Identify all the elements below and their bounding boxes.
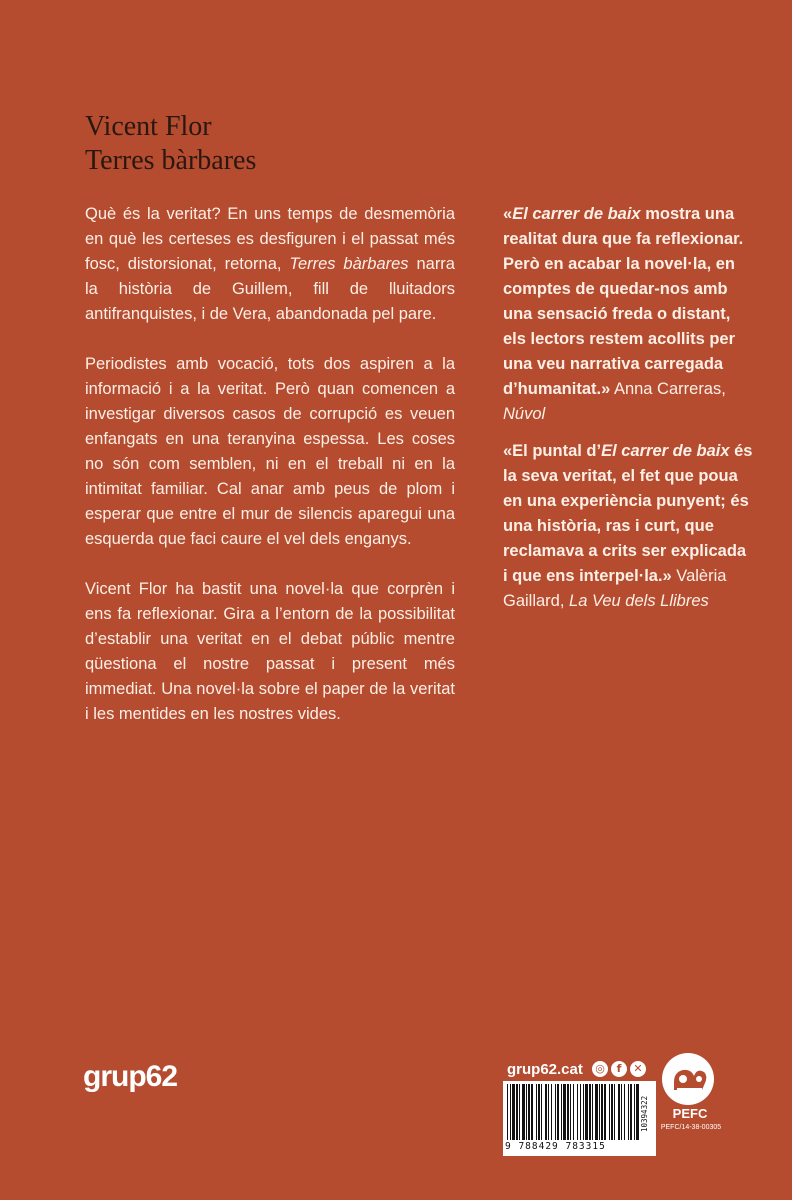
barcode-bar (604, 1084, 606, 1140)
barcode-bar (538, 1084, 540, 1140)
review-quote-1 (503, 202, 755, 427)
barcode-bar (557, 1084, 559, 1140)
barcode-bar (595, 1084, 598, 1140)
barcode-side-number: 10394322 (640, 1095, 649, 1133)
synopsis-text: Què és la veritat? En uns temps de desmemòria en què les certeses es desfiguren i el passat més fosc, distorsionat, retorna, (85, 205, 455, 273)
barcode-bar (522, 1084, 525, 1140)
barcode-bar (599, 1084, 600, 1140)
synopsis-paragraph-2: Periodistes amb vocació, tots dos aspiren a la informació i a la veritat. Però quan comencen a investigar diversos casos de corrupció es veuen enfangats en una teranyina espessa. Les coses no són com semblen, ni en el treball ni en la intimitat familiar. Cal anar amb peus de plom i esperar que entre el mur de silencis aparegui una esquerda que faci caure el vel dels enganys. (85, 355, 455, 548)
barcode-bars (503, 1084, 656, 1142)
barcode-bar (614, 1084, 615, 1140)
barcode-bar (592, 1084, 593, 1140)
barcode-bar (512, 1084, 515, 1140)
pefc-code: PEFC/14-38-00305 (660, 1124, 722, 1131)
barcode-bar (510, 1084, 511, 1140)
barcode-bar (624, 1084, 625, 1140)
author-name: Vicent Flor (85, 111, 212, 142)
barcode-bar (621, 1084, 622, 1140)
barcode-bar (609, 1084, 610, 1140)
barcode-bar (561, 1084, 562, 1140)
barcode-bar (628, 1084, 629, 1140)
barcode-bar (601, 1084, 603, 1140)
barcode-bar (580, 1084, 581, 1140)
barcode-bar (516, 1084, 518, 1140)
quote-text: és la seva veritat, el fet que poua en una experiència punyent; és una història, ras i curt, que reclamava a crits ser explicada i que ens interpel·la.» (503, 442, 753, 585)
pefc-label: PEFC (672, 1106, 708, 1121)
barcode-bar (570, 1084, 571, 1140)
quote-author: Anna Carreras, (610, 380, 726, 398)
barcode-bar (618, 1084, 620, 1140)
quote-open: «El puntal d’ (503, 442, 602, 460)
quote-source: Núvol (503, 405, 546, 423)
barcode-bar (531, 1084, 533, 1140)
pefc-logo-icon (661, 1052, 715, 1106)
barcode-bar (545, 1084, 547, 1140)
barcode-bar (536, 1084, 537, 1140)
barcode-bar (528, 1084, 530, 1140)
quote-book-title: El carrer de baix (601, 442, 730, 460)
barcode-bar (589, 1084, 591, 1140)
barcode-bar (577, 1084, 578, 1140)
quote-book-title: El carrer de baix (512, 205, 641, 223)
synopsis-text: narra la història de Guillem, fill de lluitadors antifranquistes, i de Vera, abandonada pel pare. (85, 255, 455, 323)
quote-open: « (503, 205, 513, 223)
quote-text: mostra una realitat dura que fa reflexionar. Però en acabar la novel·la, en comptes de quedar-nos amb una sensació freda o distant, els lectors restem acollits per una veu narrativa carregada d’humanitat.» (503, 205, 744, 398)
x-icon: ✕ (630, 1061, 646, 1077)
synopsis-paragraph-3: Vicent Flor ha bastit una novel·la que corprèn i ens fa reflexionar. Gira a l’entorn de la possibilitat d’establir una veritat en el debat públic mentre qüestiona el nostre passat i present més immediat. Una novel·la sobre el paper de la veritat i les mentides en les nostres vides. (85, 580, 455, 723)
synopsis-book-title: Terres bàrbares (289, 255, 409, 273)
quote-author: Valèria Gaillard, (503, 567, 727, 610)
barcode-bar (630, 1084, 632, 1140)
barcode-bar (611, 1084, 613, 1140)
quote-source: La Veu dels Llibres (569, 592, 709, 610)
barcode-bar (636, 1084, 639, 1140)
barcode-bar (634, 1084, 635, 1140)
isbn-number: 9 788429 783315 (505, 1141, 606, 1152)
barcode-bar (526, 1084, 527, 1140)
facebook-icon: f (611, 1061, 627, 1077)
barcode-bar (585, 1084, 588, 1140)
synopsis-paragraph-1 (85, 202, 455, 327)
synopsis (85, 202, 455, 752)
review-quotes (503, 202, 755, 626)
barcode-bar (507, 1084, 508, 1140)
barcode-bar (563, 1084, 566, 1140)
barcode-bar (567, 1084, 569, 1140)
barcode-bar (583, 1084, 584, 1140)
barcode-bar (573, 1084, 574, 1140)
book-title: Terres bàrbares (85, 145, 257, 176)
barcode-bar (519, 1084, 520, 1140)
barcode-bar (551, 1084, 552, 1140)
author-block (85, 110, 256, 178)
website-label: grup62.cat (507, 1061, 583, 1078)
instagram-icon: ◎ (592, 1061, 608, 1077)
barcode-bar (541, 1084, 542, 1140)
barcode-bar (548, 1084, 549, 1140)
barcode-bar (555, 1084, 556, 1140)
publisher-logo: grup62 (83, 1060, 178, 1093)
review-quote-2 (503, 439, 755, 614)
